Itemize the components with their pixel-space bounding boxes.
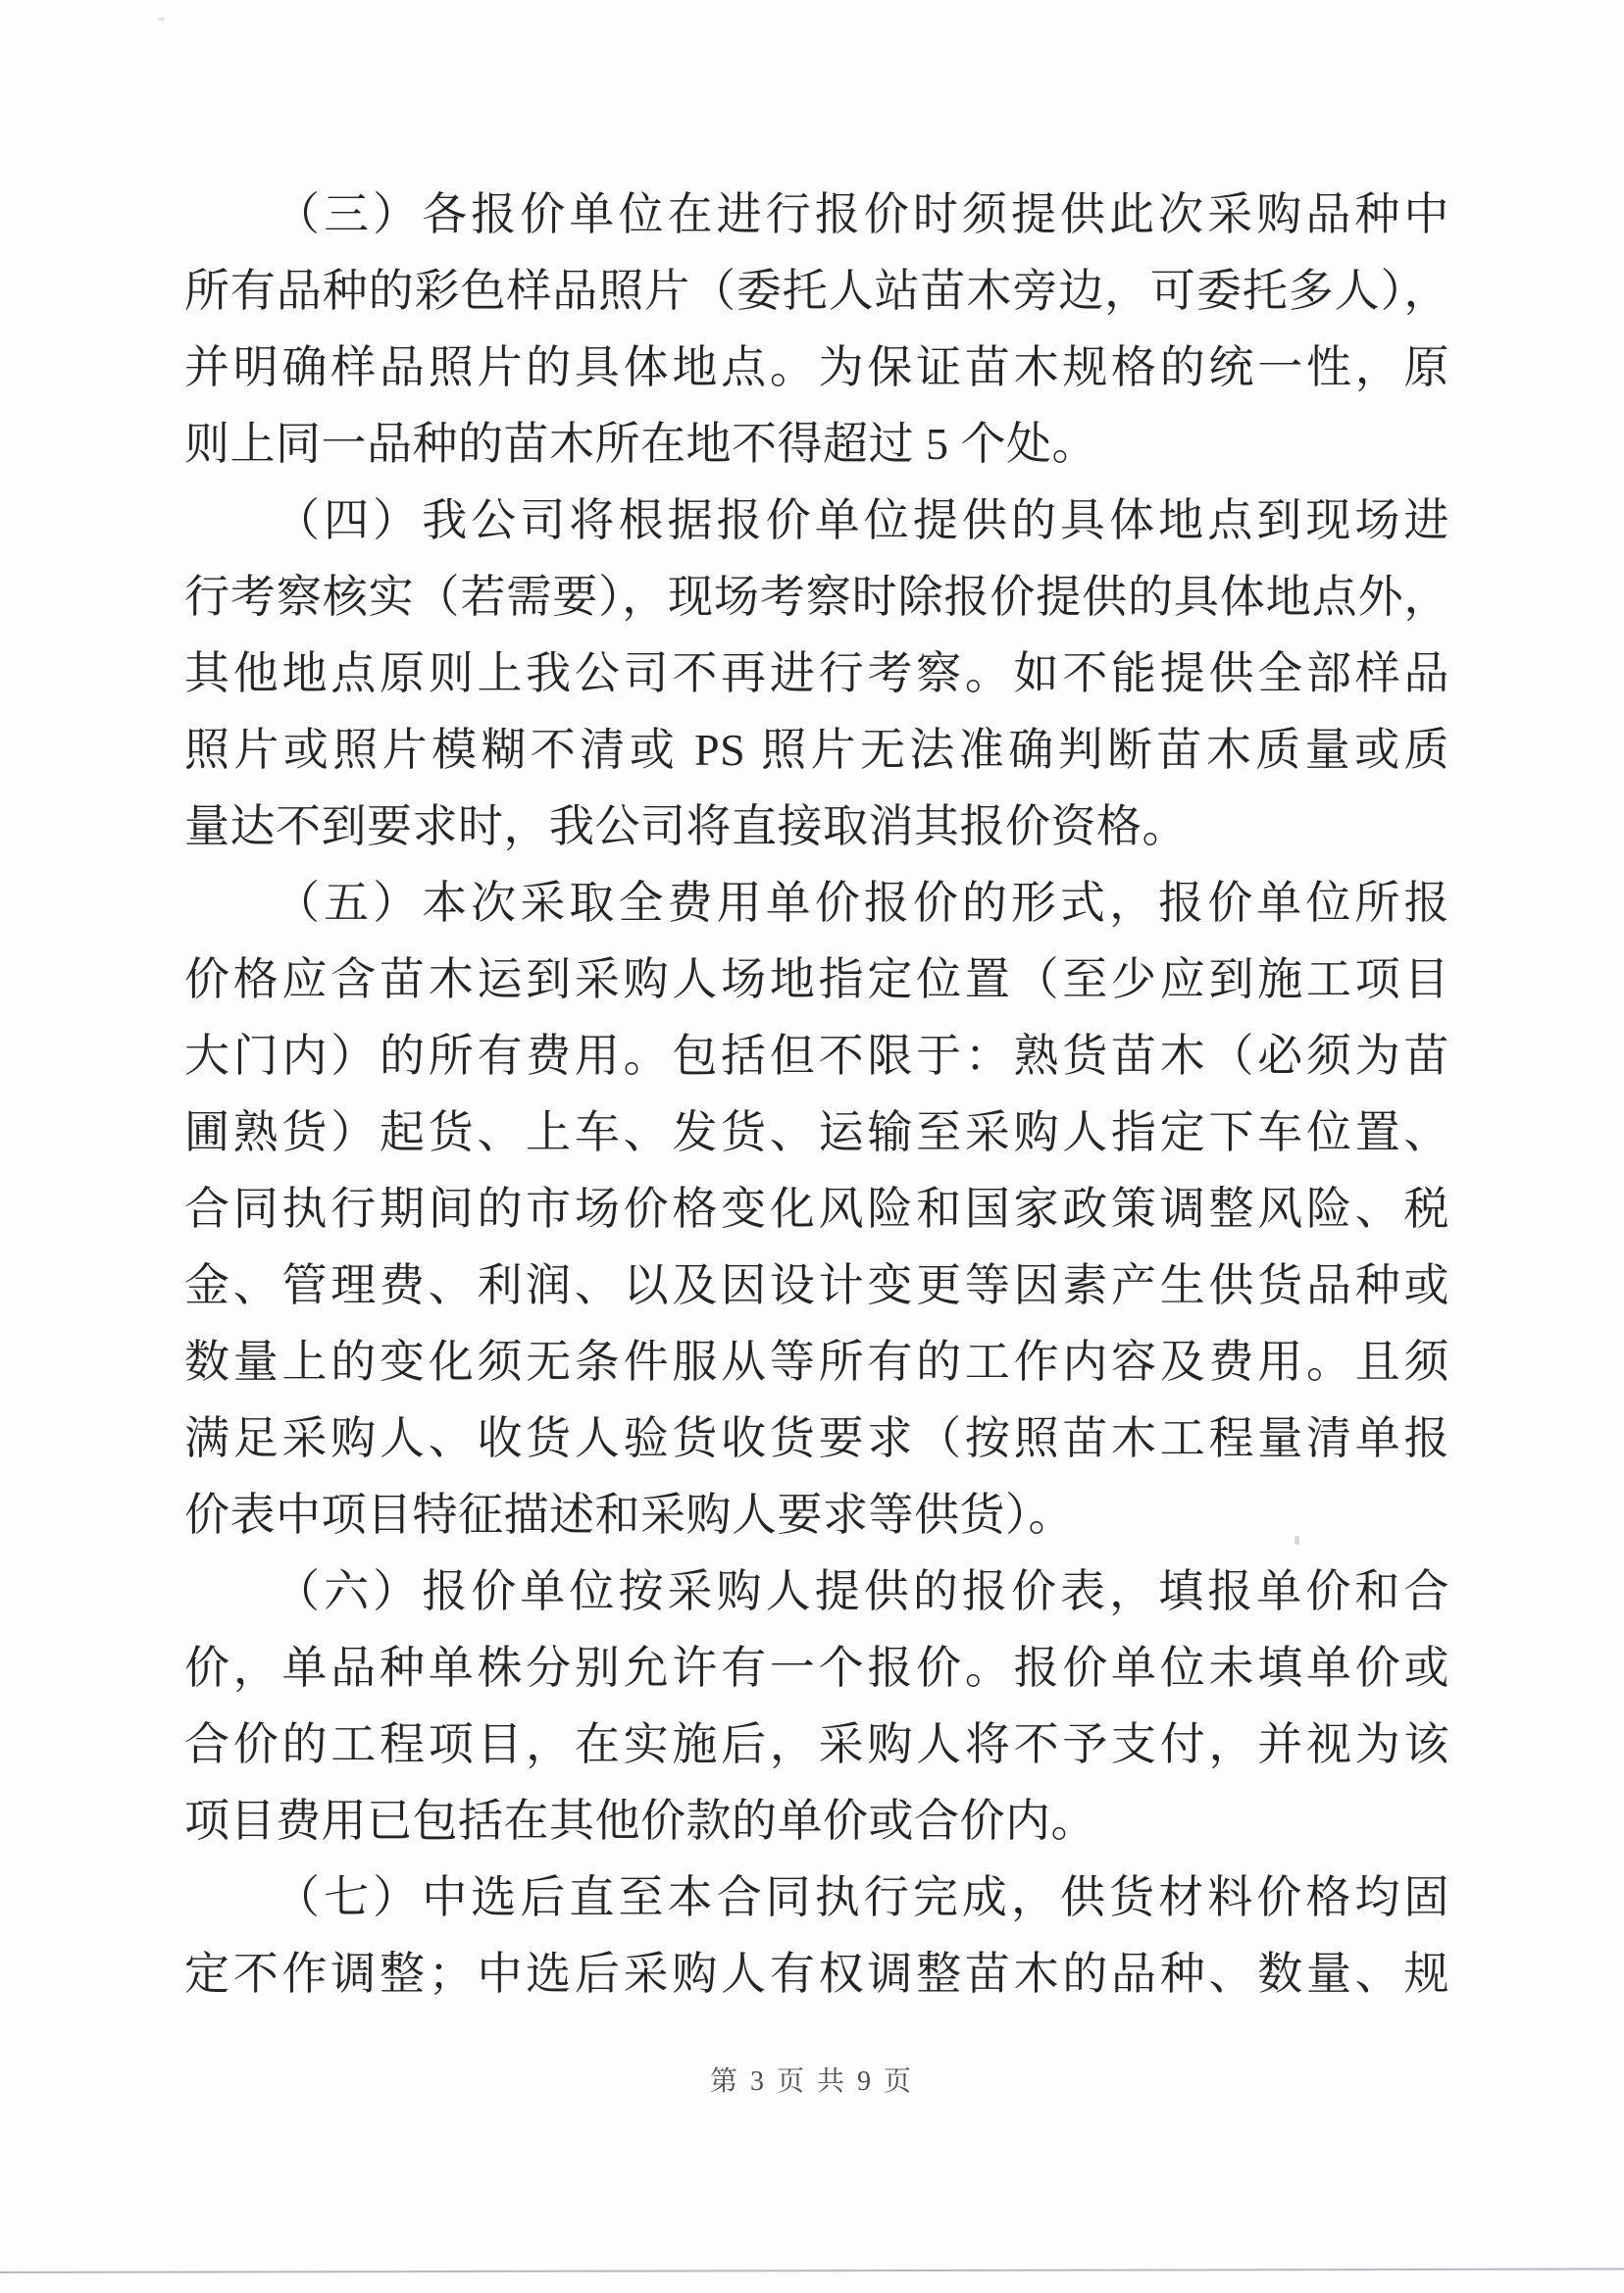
clause-item-7 (184, 1860, 1449, 2013)
text-line: 行考察核实（若需要），现场考察时除报价提供的具体地点外， (184, 572, 1449, 622)
text-line: 所有品种的彩色样品照片（委托人站苗木旁边，可委托多人）， (184, 266, 1449, 316)
document-body (184, 177, 1449, 2013)
scan-speck (1294, 1536, 1299, 1545)
text-line: 价表中项目特征描述和采购人要求等供货）。 (184, 1490, 1074, 1540)
text-line: 价格应含苗木运到采购人场地指定位置（至少应到施工项目 (184, 954, 1449, 1004)
text-line: 其他地点原则上我公司不再进行考察。如不能提供全部样品 (184, 648, 1449, 698)
clause-item-4 (184, 483, 1449, 865)
text-line: 并明确样品照片的具体地点。为保证苗木规格的统一性，原 (184, 342, 1449, 392)
text-line: （六）报价单位按采购人提供的报价表，填报单价和合 (275, 1566, 1449, 1616)
text-line: （七）中选后直至本合同执行完成，供货材料价格均固 (275, 1872, 1449, 1922)
text-line: （四）我公司将根据报价单位提供的具体地点到现场进 (275, 495, 1449, 545)
text-line: 则上同一品种的苗木所在地不得超过 5 个处。 (184, 419, 1097, 469)
text-line: 量达不到要求时，我公司将直接取消其报价资格。 (184, 801, 1188, 851)
text-line: 合同执行期间的市场价格变化风险和国家政策调整风险、税 (184, 1184, 1449, 1234)
scan-speck (158, 18, 165, 21)
footer-page-number: 第 3 页 共 9 页 (709, 2066, 914, 2097)
text-line: 数量上的变化须无条件服从等所有的工作内容及费用。且须 (184, 1337, 1449, 1387)
clause-item-5 (184, 865, 1449, 1554)
clause-item-3 (184, 177, 1449, 483)
page-bottom-edge-line (0, 2268, 1624, 2273)
text-line: 价，单品种单株分别允许有一个报价。报价单位未填单价或 (184, 1643, 1449, 1693)
text-line: （五）本次采取全费用单价报价的形式，报价单位所报 (275, 878, 1449, 928)
text-line: 合价的工程项目，在实施后，采购人将不予支付，并视为该 (184, 1719, 1449, 1769)
clause-item-6 (184, 1554, 1449, 1860)
text-line: 项目费用已包括在其他价款的单价或合价内。 (184, 1796, 1096, 1846)
text-line: （三）各报价单位在进行报价时须提供此次采购品种中 (275, 189, 1449, 239)
text-line: 定不作调整；中选后采购人有权调整苗木的品种、数量、规 (184, 1949, 1449, 1999)
text-line: 圃熟货）起货、上车、发货、运输至采购人指定下车位置、 (184, 1107, 1449, 1157)
text-line: 照片或照片模糊不清或 PS 照片无法准确判断苗木质量或质 (184, 725, 1449, 775)
text-line: 金、管理费、利润、以及因设计变更等因素产生供货品种或 (184, 1260, 1449, 1310)
text-line: 大门内）的所有费用。包括但不限于：熟货苗木（必须为苗 (184, 1031, 1449, 1081)
text-line: 满足采购人、收货人验货收货要求（按照苗木工程量清单报 (184, 1413, 1449, 1463)
